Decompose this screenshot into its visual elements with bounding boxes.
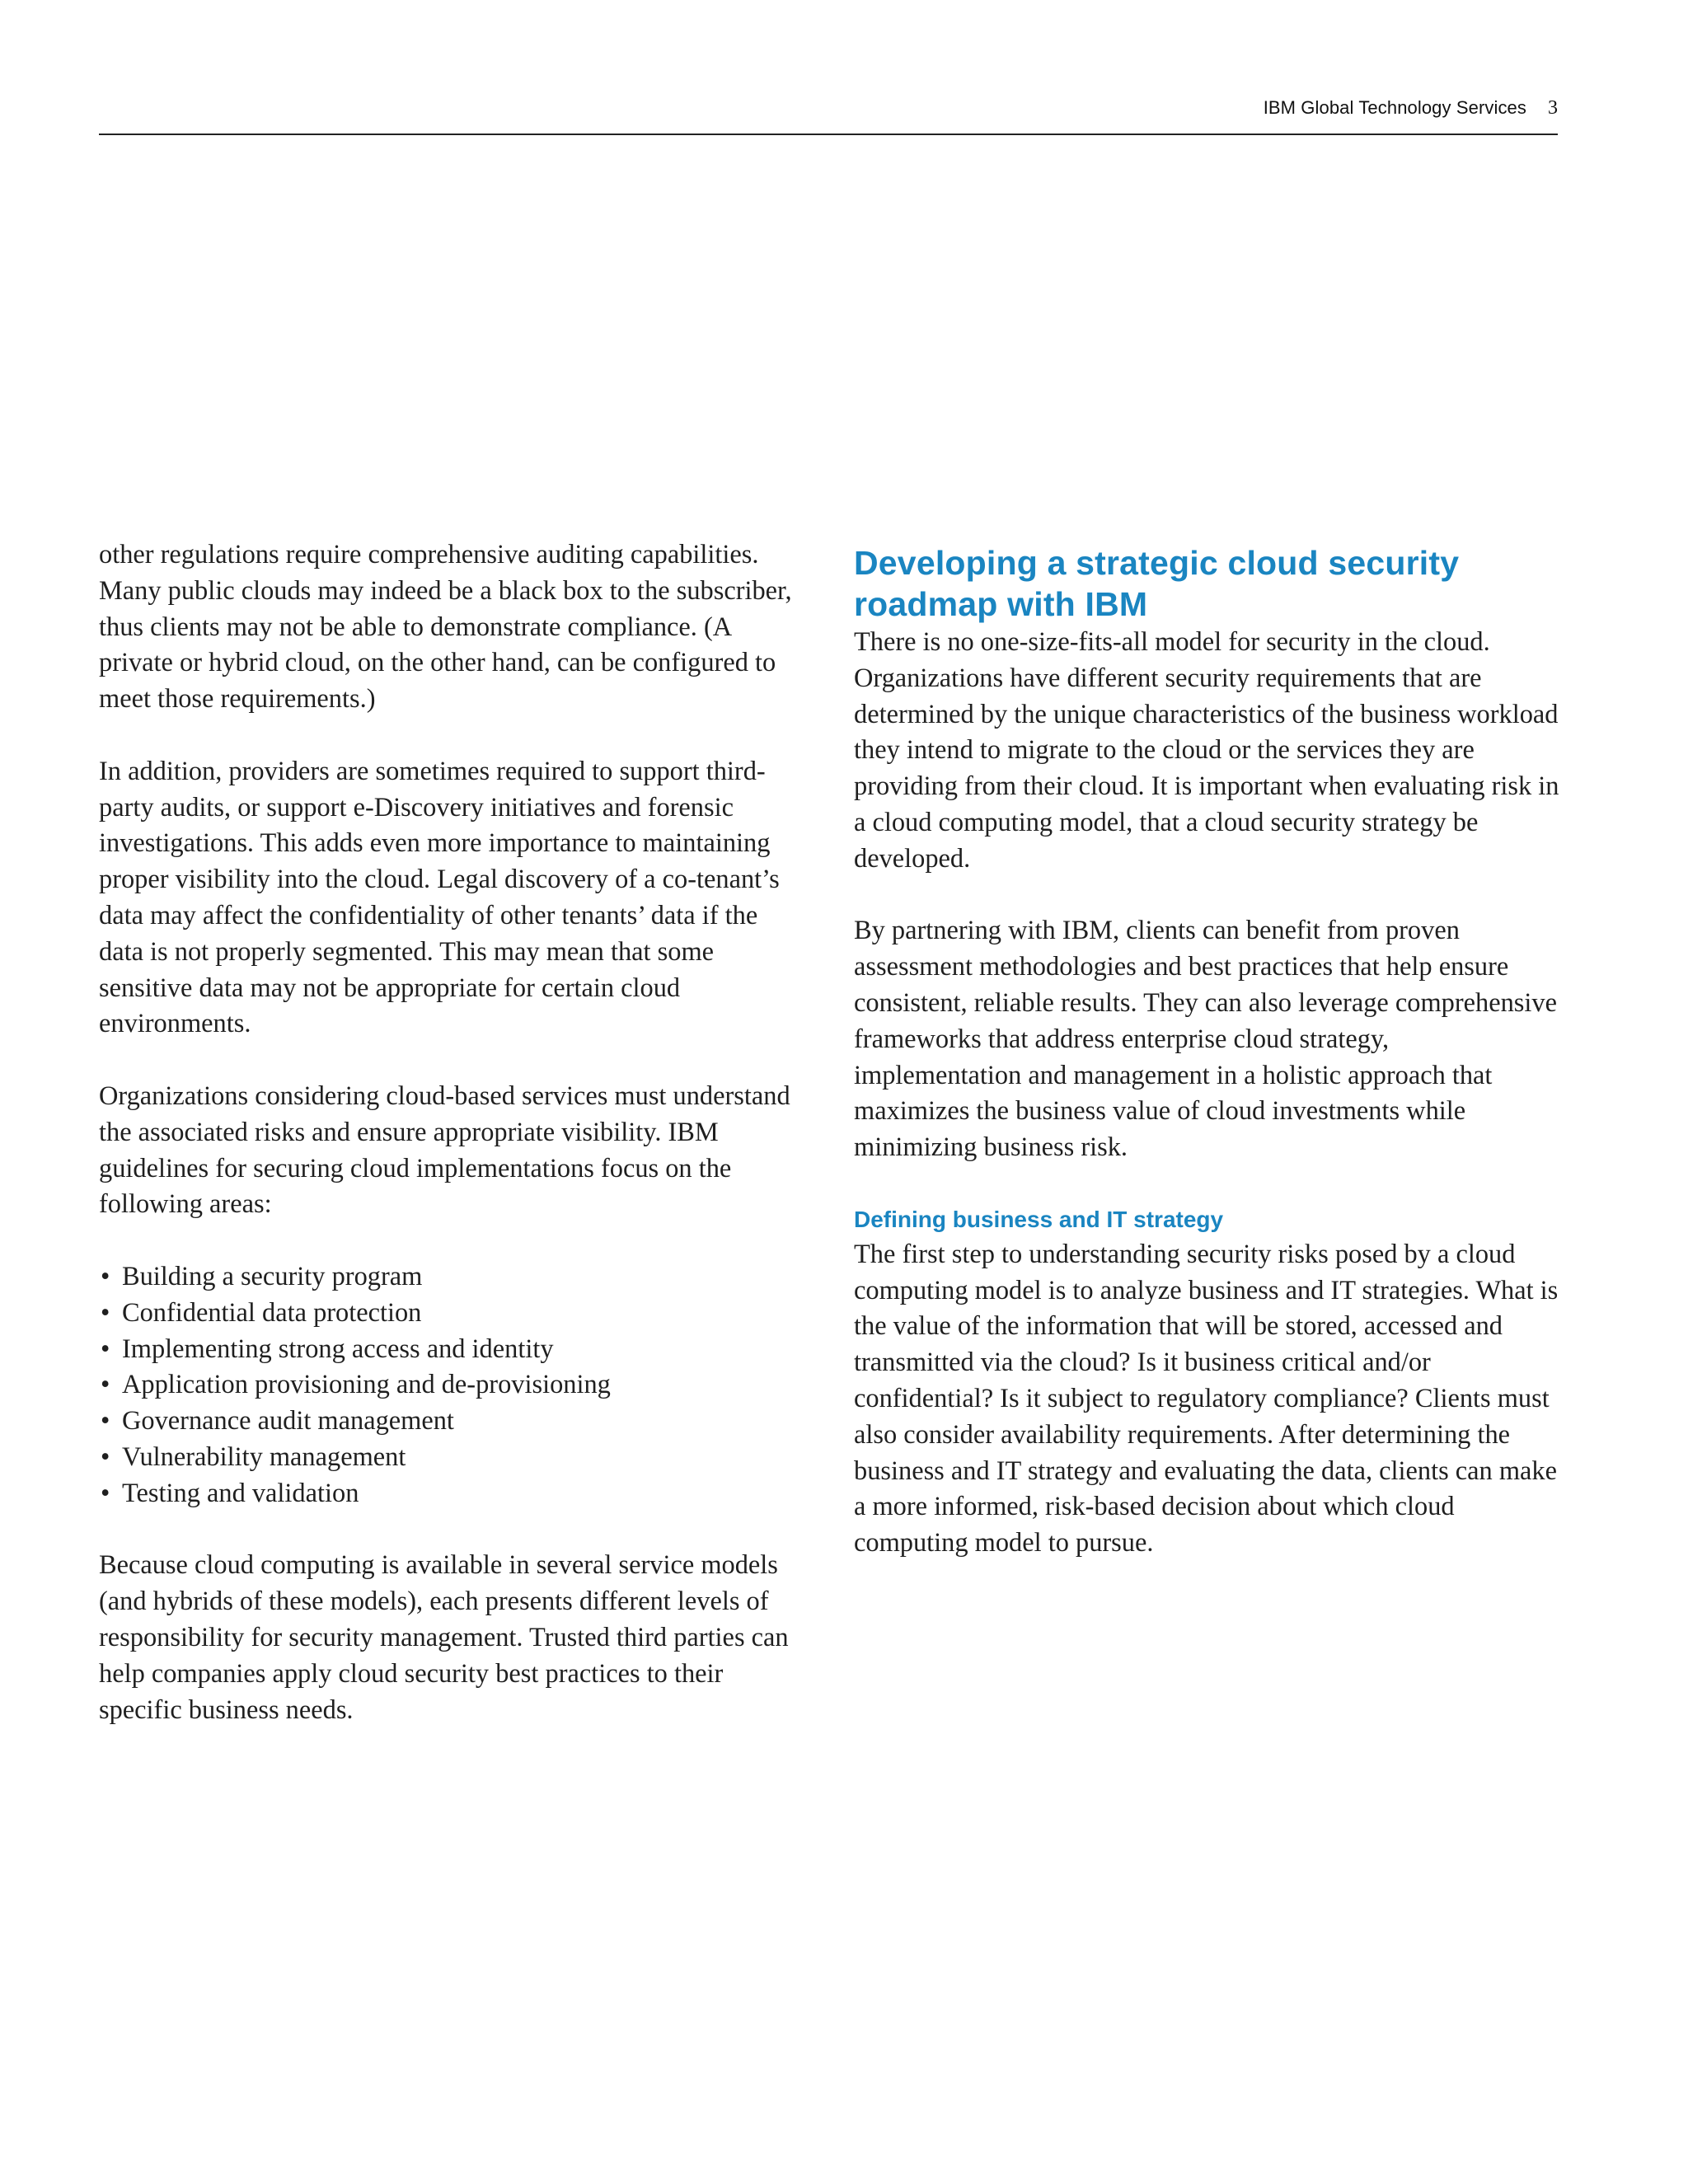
list-item-text: Governance audit management [122,1406,454,1436]
list-item [99,1259,808,1296]
bullet-icon: • [101,1441,110,1472]
bullet-icon: • [101,1406,110,1436]
list-item [99,1296,808,1332]
left-paragraph-4: Because cloud computing is available in several service models (and hybrids of these models), each presents different levels of responsibility for security management. Trusted third parties can help companies apply cloud security best practices to their specific business needs. [99,1550,789,1725]
list-item [99,1476,808,1512]
bullet-icon: • [101,1478,110,1508]
section-heading: Developing a strategic cloud security roadmap with IBM [854,544,1460,623]
left-column [99,537,808,1765]
bullet-icon: • [101,1370,110,1400]
list-item [99,1367,808,1404]
list-item-text: Vulnerability management [122,1441,406,1472]
list-item-text: Confidential data protection [122,1297,422,1328]
right-paragraph-2: By partnering with IBM, clients can benefit from proven assessment methodologies and best practices that help ensure consistent, reliable results. They can also leverage comprehensive frameworks that address enterprise cloud strategy, implementation and management in a holistic approach that maximizes the business value of cloud investments while minimizing business risk. [854,916,1557,1163]
right-column [854,537,1563,1598]
page-number: 3 [1548,97,1558,119]
subheading: Defining business and IT strategy [854,1206,1224,1232]
right-paragraph-1: There is no one-size-fits-all model for security in the cloud. Organizations have different security requirements that are determined by the unique characteristics of the business workload they intend to migrate to the cloud or the services they are providing from their cloud. It is important when evaluating risk in a cloud computing model, that a cloud security strategy be developed. [854,627,1559,874]
left-paragraph-2: In addition, providers are sometimes required to support third-party audits, or support e-Discovery initiatives and forensic investigations. This adds even more importance to maintaining proper visibility into the cloud. Legal discovery of a co-tenant’s data may affect the confidentiality of other tenants’ data if the data is not properly segmented. This may mean that some sensitive data may not be appropriate for certain cloud environments. [99,756,780,1039]
list-item-text: Application provisioning and de-provisioning [122,1370,611,1400]
bullet-icon: • [101,1261,110,1291]
right-paragraph-3: The first step to understanding security risks posed by a cloud computing model is to analyze business and IT strategies. What is the value of the information that will be stored, accessed and transmitted via the cloud? Is it business critical and/or confidential? Is it subject to regulatory compliance? Clients must also consider availability requirements. After determining the business and IT strategy and evaluating the data, clients can make a more informed, risk-based decision about which cloud computing model to pursue. [854,1239,1559,1558]
list-item [99,1440,808,1476]
list-item-text: Implementing strong access and identity [122,1333,554,1364]
header-right [1264,97,1558,120]
header-title: IBM Global Technology Services [1263,97,1526,118]
list-item-text: Testing and validation [122,1478,359,1508]
list-item [99,1332,808,1368]
page-header [99,92,1558,135]
left-paragraph-3: Organizations considering cloud-based services must understand the associated risks and ensure appropriate visibility. IBM guidelines for securing cloud implementations focus on the following areas: [99,1080,790,1220]
list-item-text: Building a security program [122,1261,423,1291]
bullet-icon: • [101,1333,110,1364]
left-paragraph-1: other regulations require comprehensive auditing capabilities. Many public clouds may indeed be a black box to the subscriber, thus clients may not be able to demonstrate compliance. (A private or hybrid cloud, on the other hand, can be configured to meet those requirements.) [99,540,792,715]
bullet-icon: • [101,1297,110,1328]
list-item [99,1404,808,1440]
focus-areas-list [99,1259,808,1512]
